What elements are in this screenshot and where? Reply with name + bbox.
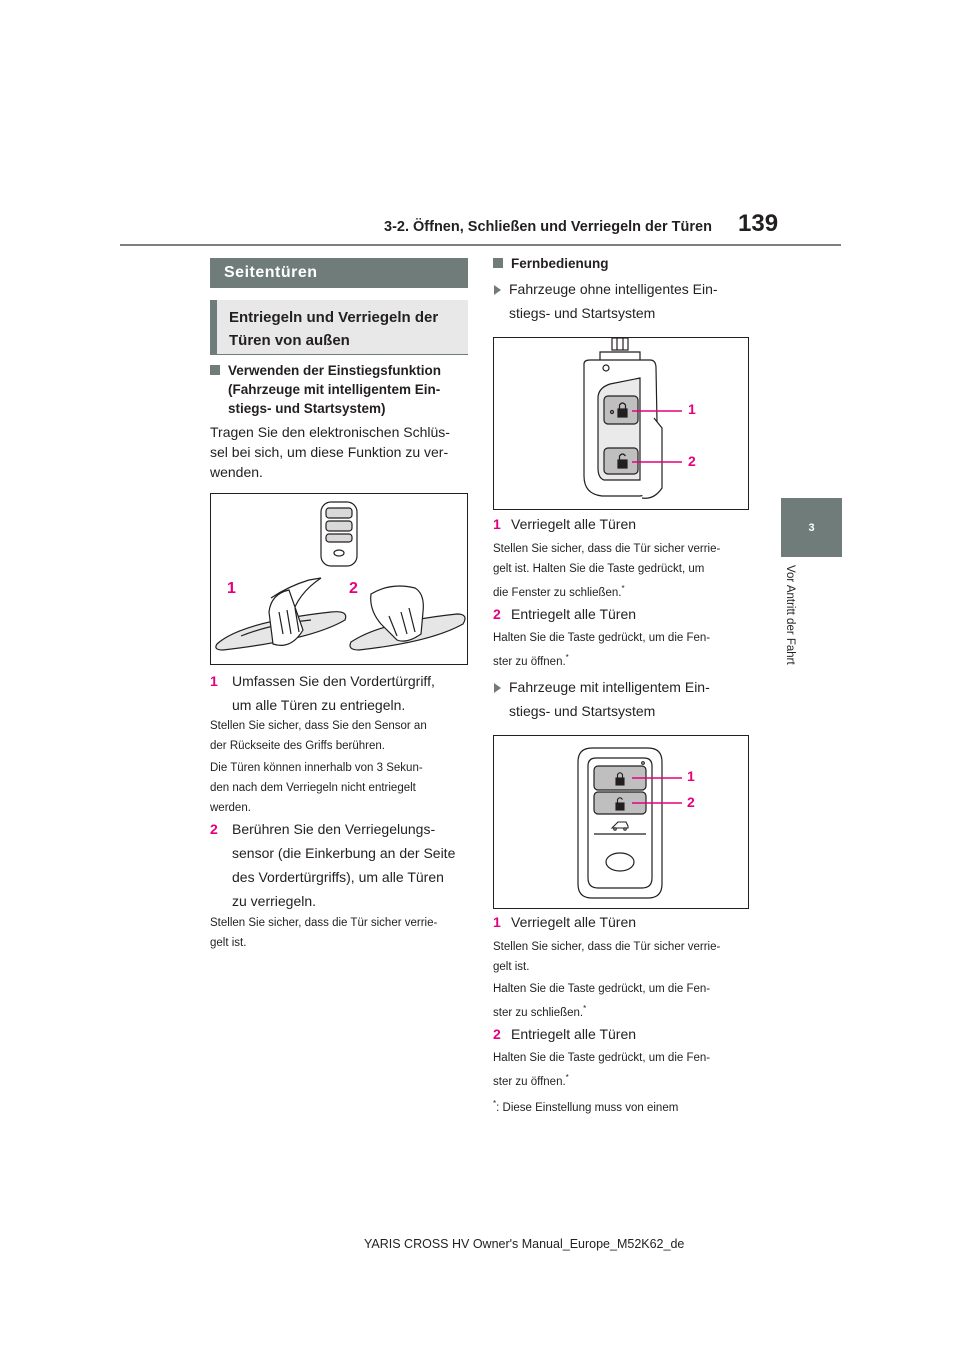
- note-line: gelt ist.: [493, 961, 530, 973]
- note-line: Halten Sie die Taste gedrückt, um die Fen-: [493, 1052, 711, 1064]
- note-line: Halten Sie die Taste gedrückt, um die Fen-: [493, 632, 711, 644]
- note-line: der Rückseite des Griffs berühren.: [210, 740, 385, 752]
- footnote-mark: *: [583, 1004, 587, 1013]
- step-number: 1: [493, 516, 501, 532]
- note-line: ster zu öffnen.: [493, 655, 566, 668]
- sub2-step-1: [493, 910, 636, 934]
- step-text: Verriegelt alle Türen: [511, 516, 637, 532]
- step-text: des Vordertürgriffs), um alle Türen: [232, 869, 444, 885]
- footnote-mark: *: [565, 653, 569, 662]
- subitem-line: Fahrzeuge mit intelligentem Ein-: [509, 679, 710, 695]
- note-line: gelt ist.: [210, 937, 247, 949]
- note-line: die Fenster zu schließen.: [493, 586, 622, 599]
- subitem-line: Fahrzeuge ohne intelligentes Ein-: [509, 281, 718, 297]
- item-heading-remote: [493, 254, 609, 273]
- step-number: 2: [210, 821, 218, 837]
- item-heading-line: (Fahrzeuge mit intelligentem Ein-: [228, 382, 441, 397]
- item-heading-line: Verwenden der Einstiegsfunktion: [228, 363, 442, 378]
- note-line: gelt ist. Halten Sie die Taste gedrückt, um: [493, 563, 705, 575]
- chapter-title: Vor Antritt der Fahrt: [784, 565, 796, 665]
- smart-key-icon: [321, 502, 357, 566]
- square-bullet-icon: [210, 365, 220, 375]
- note-line: Halten Sie die Taste gedrückt, um die Fen-: [493, 983, 711, 995]
- chapter-side-label: [778, 565, 798, 695]
- paragraph-line: sel bei sich, um diese Funktion zu ver-: [210, 444, 449, 460]
- paragraph-line: wenden.: [210, 464, 263, 480]
- sub1-step-2: [493, 602, 636, 626]
- running-header-title: 3-2. Öffnen, Schließen und Verriegeln der Türen: [384, 219, 712, 235]
- sub2-step-1-note-2: [493, 979, 755, 1023]
- item-heading-entry-function: [210, 361, 470, 418]
- flip-key-illustration: [494, 338, 748, 509]
- triangle-bullet-icon: [494, 683, 501, 693]
- door-handle-illustration: [211, 494, 467, 664]
- step-text: Berühren Sie den Verriegelungs-: [232, 821, 436, 837]
- step-text: Verriegelt alle Türen: [511, 914, 637, 930]
- note-line: werden.: [210, 802, 251, 814]
- subitem-no-smart-entry: [493, 277, 753, 325]
- footnote: [493, 1094, 755, 1118]
- step-text: zu verriegeln.: [232, 893, 317, 909]
- step-text: Entriegelt alle Türen: [511, 606, 637, 622]
- intro-paragraph: [210, 422, 472, 482]
- step-1-note-1: [210, 716, 472, 756]
- subsection-title-line1: Entriegeln und Verriegeln der: [229, 309, 439, 326]
- figure-callout-1: 1: [227, 580, 236, 597]
- page-footer: YARIS CROSS HV Owner's Manual_Europe_M52K62_de: [364, 1237, 685, 1251]
- footnote-mark: *: [565, 1073, 569, 1082]
- item-heading-line: stiegs- und Startsystem): [228, 401, 386, 416]
- step-text: sensor (die Einkerbung an der Seite: [232, 845, 456, 861]
- item-heading-text: Fernbedienung: [511, 256, 609, 271]
- step-number: 1: [210, 673, 218, 689]
- figure-callout-1: 1: [688, 401, 696, 417]
- sub1-step-1: [493, 512, 636, 536]
- subsection-title-line2: Türen von außen: [229, 332, 350, 349]
- note-line: Stellen Sie sicher, dass die Tür sicher verrie-: [493, 543, 721, 555]
- subitem-line: stiegs- und Startsystem: [509, 703, 656, 719]
- figure-callout-2: 2: [687, 794, 695, 810]
- footnote-mark: *: [621, 584, 625, 593]
- step-number: 2: [493, 1026, 501, 1042]
- chapter-tab: [781, 498, 842, 557]
- step-text: Umfassen Sie den Vordertürgriff,: [232, 673, 435, 689]
- step-text: Entriegelt alle Türen: [511, 1026, 637, 1042]
- sub2-step-2: [493, 1022, 636, 1046]
- note-line: ster zu schließen.: [493, 1006, 584, 1019]
- square-bullet-icon: [493, 258, 503, 268]
- sub2-step-1-note: [493, 937, 755, 977]
- note-line: Die Türen können innerhalb von 3 Sekun-: [210, 762, 423, 774]
- paragraph-line: Tragen Sie den elektronischen Schlüs-: [210, 424, 450, 440]
- subsection-rule: [210, 354, 468, 355]
- step-number: 2: [493, 606, 501, 622]
- footnote-text: : Diese Einstellung muss von einem: [496, 1101, 679, 1114]
- sub2-step-2-note: [493, 1048, 755, 1092]
- flip-key-figure: [493, 337, 749, 510]
- step-2-note: [210, 913, 472, 953]
- triangle-bullet-icon: [494, 285, 501, 295]
- note-line: ster zu öffnen.: [493, 1075, 566, 1088]
- step-1-note-2: [210, 758, 472, 818]
- chapter-number: 3: [808, 521, 815, 534]
- note-line: den nach dem Verriegeln nicht entriegelt: [210, 782, 416, 794]
- sub1-step-1-note: [493, 539, 755, 603]
- smart-key-figure: [493, 735, 749, 909]
- step-number: 1: [493, 914, 501, 930]
- note-line: Stellen Sie sicher, dass die Tür sicher verrie-: [210, 917, 438, 929]
- header-rule: [120, 244, 841, 246]
- page-number: 139: [738, 210, 779, 237]
- note-line: Stellen Sie sicher, dass Sie den Sensor an: [210, 720, 427, 732]
- note-line: Stellen Sie sicher, dass die Tür sicher verrie-: [493, 941, 721, 953]
- door-handle-figure: [210, 493, 468, 665]
- sub1-step-2-note: [493, 628, 755, 672]
- subitem-line: stiegs- und Startsystem: [509, 305, 656, 321]
- subitem-smart-entry: [493, 675, 753, 723]
- subsection-bar: [210, 300, 468, 354]
- step-1: [210, 669, 472, 717]
- figure-callout-2: 2: [688, 453, 696, 469]
- footnote-mark: *: [493, 1099, 497, 1108]
- section-bar: Seitentüren: [210, 258, 468, 288]
- figure-callout-1: 1: [687, 768, 695, 784]
- step-text: um alle Türen zu entriegeln.: [232, 697, 406, 713]
- step-2: [210, 817, 472, 913]
- figure-callout-2: 2: [349, 580, 358, 597]
- smart-key-illustration: [494, 736, 748, 908]
